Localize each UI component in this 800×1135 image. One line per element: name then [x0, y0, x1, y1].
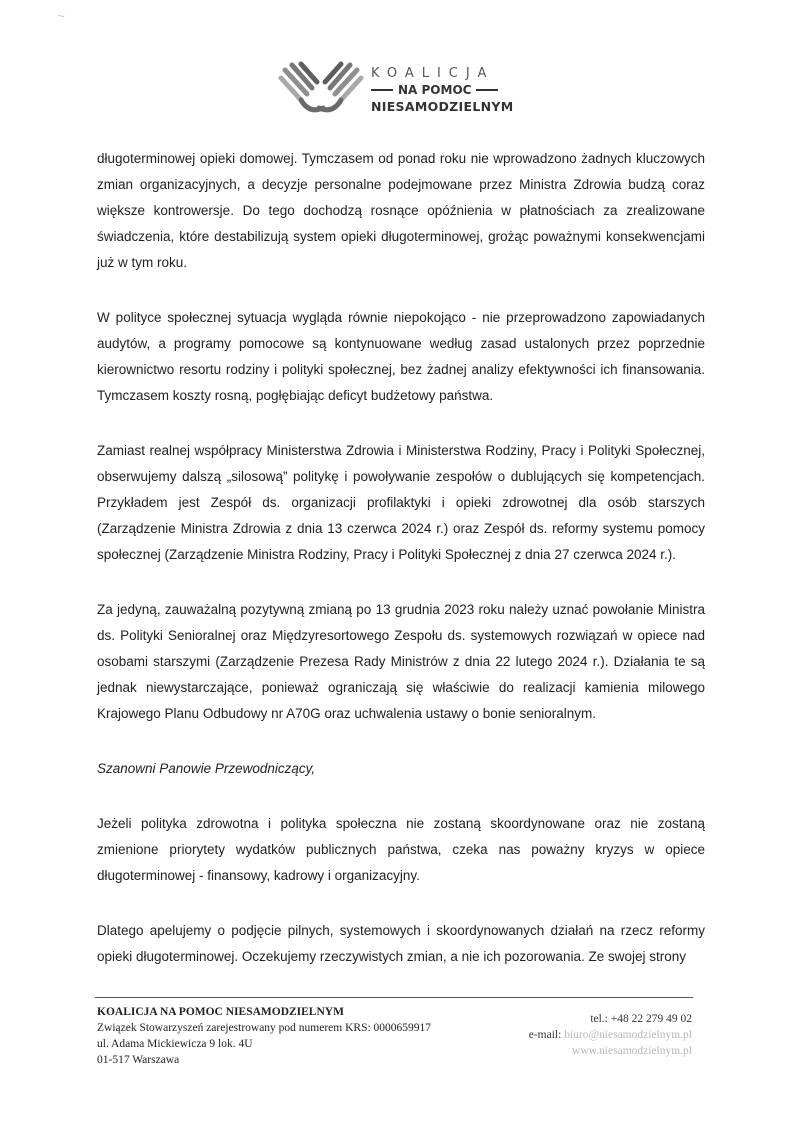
- paragraph: Zamiast realnej współpracy Ministerstwa Zdrowia i Ministerstwa Rodziny, Pracy i Polityki Społecznej, obserwujemy dalszą „silosową” politykę i powoływanie zespołów o dublujących się kompetencjach. Przykładem jest Zespół ds. organizacji profilaktyki i opieki zdrowotnej dla osób starszych (Zarządzenie Ministra Zdrowia z dnia 13 czerwca 2024 r.) oraz Zespół ds. reformy systemu pomocy społecznej (Zarządzenie Ministra Rodziny, Pracy i Polityki Społecznej z dnia 27 czerwca 2024 r.).: [97, 443, 705, 562]
- paragraph: W polityce społecznej sytuacja wygląda równie niepokojąco - nie przeprowadzono zapowiadanych audytów, a programy pomocowe są kontynuowane według zasad ustalonych przez poprzednie kierownictwo resortu rodziny i polityki społecznej, bez żadnej analizy efektywności ich finansowania. Tymczasem koszty rosną, pogłębiając deficyt budżetowy państwa.: [97, 310, 705, 403]
- footer-contact: [529, 1011, 692, 1059]
- footer-street: ul. Adama Mickiewicza 9 lok. 4U: [97, 1038, 253, 1050]
- logo-dash-right: [476, 89, 498, 91]
- logo-subtitle-2: NIESAMODZIELNYM: [371, 99, 514, 114]
- paragraph: długoterminowej opieki domowej. Tymczasem od ponad roku nie wprowadzono żadnych kluczowych zmian organizacyjnych, a decyzje personalne podejmowane przez Ministra Zdrowia budzą coraz większe kontrowersje. Do tego dochodzą rosnące opóźnienia w płatnościach za zrealizowane świadczenia, które destabilizują system opieki długoterminowej, grożąc poważnymi konsekwencjami już w tym roku.: [97, 151, 705, 270]
- footer-email-link[interactable]: biuro@niesamodzielnym.pl: [564, 1029, 692, 1041]
- paragraph: Za jedyną, zauważalną pozytywną zmianą po 13 grudnia 2023 roku należy uznać powołanie Ministra ds. Polityki Senioralnej oraz Międzyresortowego Zespołu ds. systemowych rozwiązań w opiece nad osobami starszymi (Zarządzenie Prezesa Rady Ministrów z dnia 22 lutego 2024 r.). Działania te są jednak niewystarczające, ponieważ ograniczają się właściwie do realizacji kamienia milowego Krajowego Planu Odbudowy nr A70G oraz uchwalenia ustawy o bonie senioralnym.: [97, 602, 705, 721]
- organization-logo: [275, 60, 515, 122]
- letter-body: [97, 146, 705, 999]
- logo-subtitle: NA POMOC: [398, 83, 472, 97]
- paragraph: Jeżeli polityka zdrowotna i polityka społeczna nie zostaną skoordynowane oraz nie zostaną zmienione priorytety wydatków publicznych państwa, czeka nas poważny kryzys w opiece długoterminowej - finansowy, kadrowy i organizacyjny.: [97, 816, 705, 883]
- logo-dash-left: [371, 89, 393, 91]
- paragraph: Dlatego apelujemy o podjęcie pilnych, systemowych i skoordynowanych działań na rzecz reformy opieki długoterminowej. Oczekujemy rzeczywistych zmian, a nie ich pozorowania. Ze swojej strony: [97, 923, 705, 964]
- footer-address: [97, 1004, 431, 1068]
- footer-phone: tel.: +48 22 279 49 02: [590, 1013, 692, 1025]
- footer-org-name: KOALICJA NA POMOC NIESAMODZIELNYM: [97, 1006, 344, 1018]
- footer-email-label: e-mail:: [528, 1029, 565, 1041]
- footer-registration: Związek Stowarzyszeń zarejestrowany pod numerem KRS: 0000659917: [97, 1022, 432, 1034]
- footer-city: 01-517 Warszawa: [97, 1054, 180, 1066]
- footer-email-line: [529, 1027, 692, 1043]
- logo-title: KOALICJA: [371, 66, 495, 81]
- hands-logo-icon: [275, 60, 367, 122]
- salutation: Szanowni Panowie Przewodniczący,: [97, 761, 316, 776]
- footer-website-link[interactable]: www.niesamodzielnym.pl: [572, 1045, 692, 1057]
- footer-divider: [95, 997, 693, 998]
- stray-mark: ~: [57, 8, 66, 24]
